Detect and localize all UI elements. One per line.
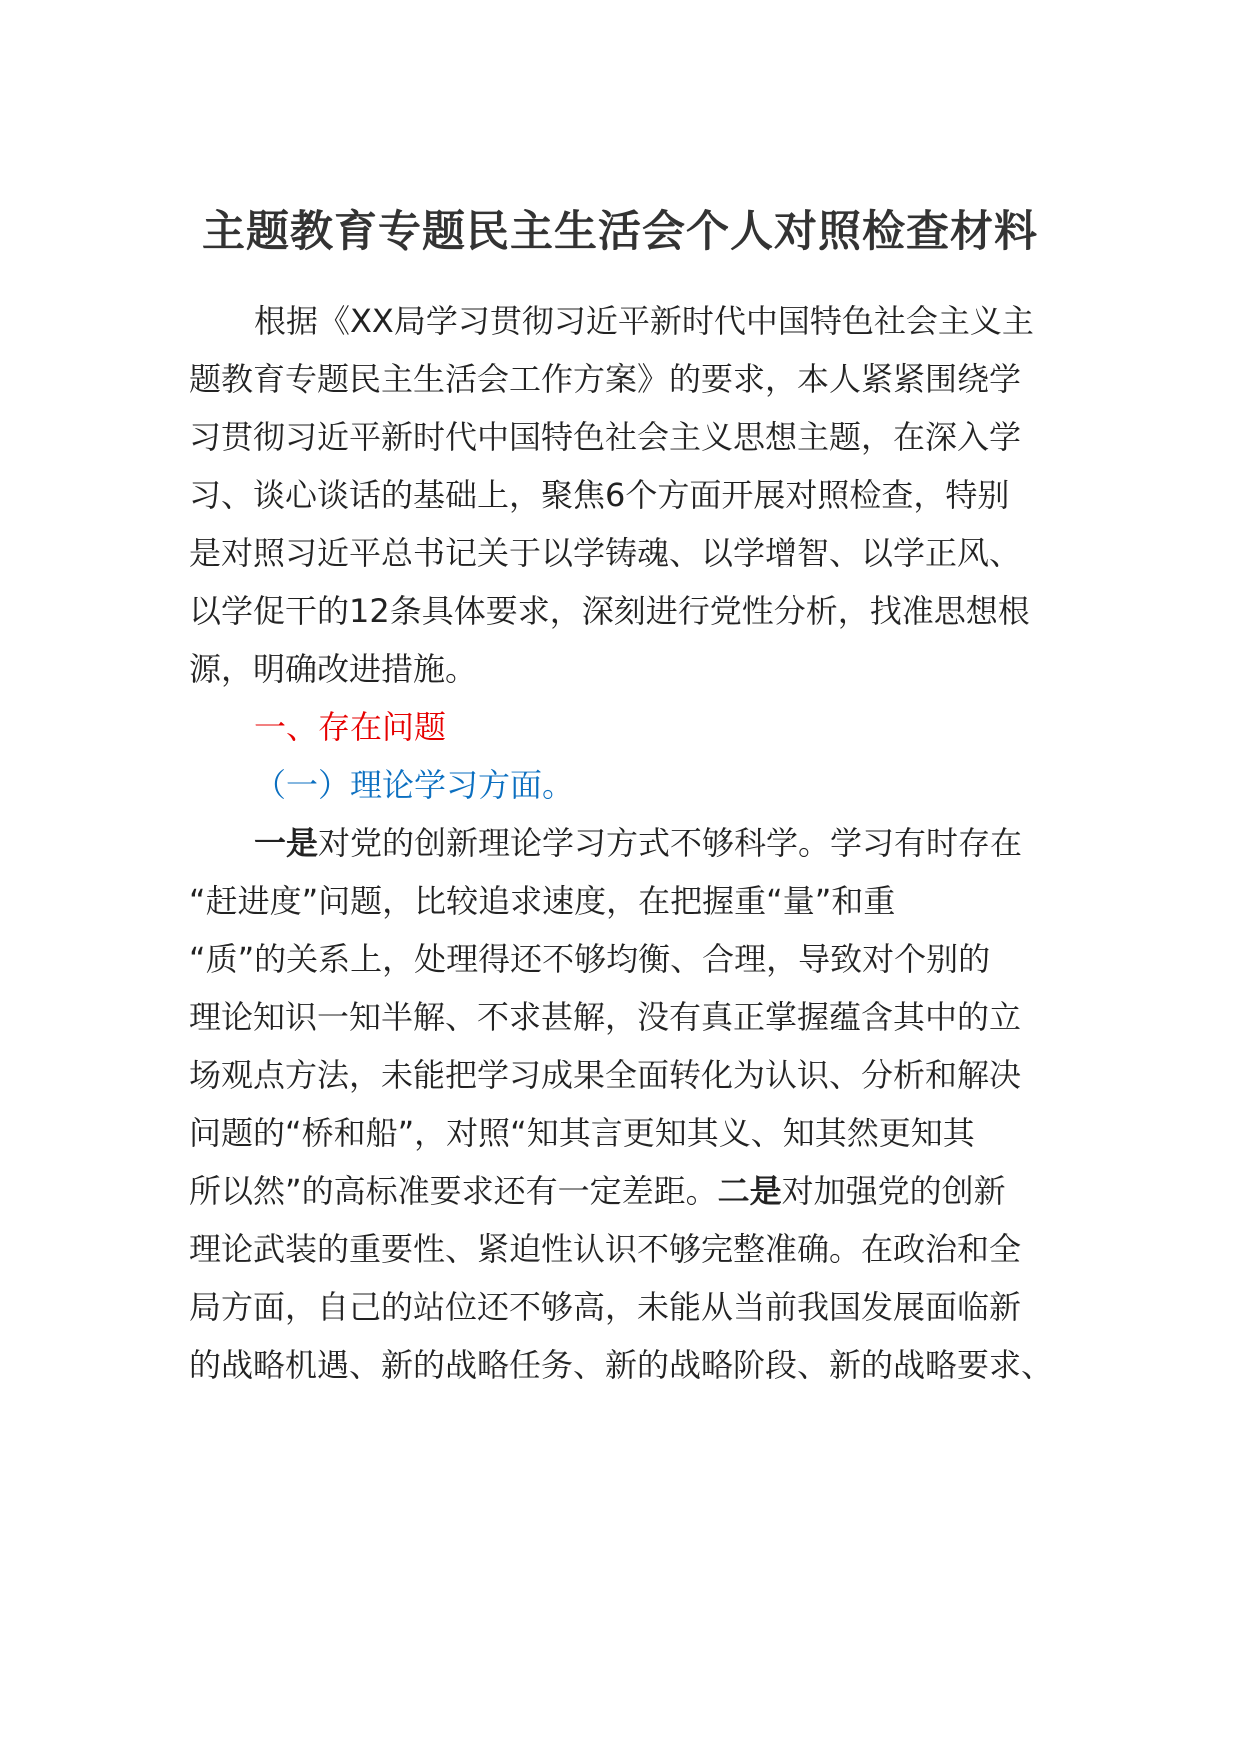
body-line: 理论知识一知半解、不求甚解，没有真正掌握蕴含其中的立 bbox=[189, 998, 1022, 1036]
body-line: “质”的关系上，处理得还不够均衡、合理，导致对个别的 bbox=[189, 940, 991, 978]
body-line: 问题的“桥和船”，对照“知其言更知其义、知其然更知其 bbox=[189, 1114, 975, 1152]
intro-line: 是对照习近平总书记关于以学铸魂、以学增智、以学正风、 bbox=[189, 534, 1022, 572]
intro-line: 根据《XX局学习贯彻习近平新时代中国特色社会主义主 bbox=[254, 302, 1034, 340]
body-line: 的战略机遇、新的战略任务、新的战略阶段、新的战略要求、 bbox=[189, 1346, 1054, 1384]
intro-line: 以学促干的12条具体要求，深刻进行党性分析，找准思想根 bbox=[189, 592, 1030, 630]
point-two-suffix: 对加强党的创新 bbox=[781, 1172, 1006, 1210]
intro-line: 习贯彻习近平新时代中国特色社会主义思想主题，在深入学 bbox=[189, 418, 1022, 456]
body-line: 理论武装的重要性、紧迫性认识不够完整准确。在政治和全 bbox=[189, 1230, 1022, 1268]
subsection-heading: （一）理论学习方面。 bbox=[254, 766, 575, 804]
point-two-prefix: 所以然”的高标准要求还有一定差距。 bbox=[189, 1172, 718, 1210]
point-two-line bbox=[189, 1166, 1006, 1216]
body-line: “赶进度”问题，比较追求速度，在把握重“量”和重 bbox=[189, 882, 896, 920]
body-line: 局方面，自己的站位还不够高，未能从当前我国发展面临新 bbox=[189, 1288, 1022, 1326]
intro-line: 源，明确改进措施。 bbox=[189, 650, 478, 688]
point-one-label: 一是 bbox=[254, 824, 319, 862]
section-heading: 一、存在问题 bbox=[254, 708, 447, 746]
point-one-line bbox=[254, 818, 1022, 868]
intro-line: 习、谈心谈话的基础上，聚焦6个方面开展对照检查，特别 bbox=[189, 476, 1010, 514]
intro-line: 题教育专题民主生活会工作方案》的要求，本人紧紧围绕学 bbox=[189, 360, 1022, 398]
point-one-text: 对党的创新理论学习方式不够科学。学习有时存在 bbox=[318, 824, 1023, 862]
point-two-label: 二是 bbox=[717, 1172, 782, 1210]
body-line: 场观点方法，未能把学习成果全面转化为认识、分析和解决 bbox=[189, 1056, 1022, 1094]
document-title: 主题教育专题民主生活会个人对照检查材料 bbox=[202, 207, 1038, 257]
